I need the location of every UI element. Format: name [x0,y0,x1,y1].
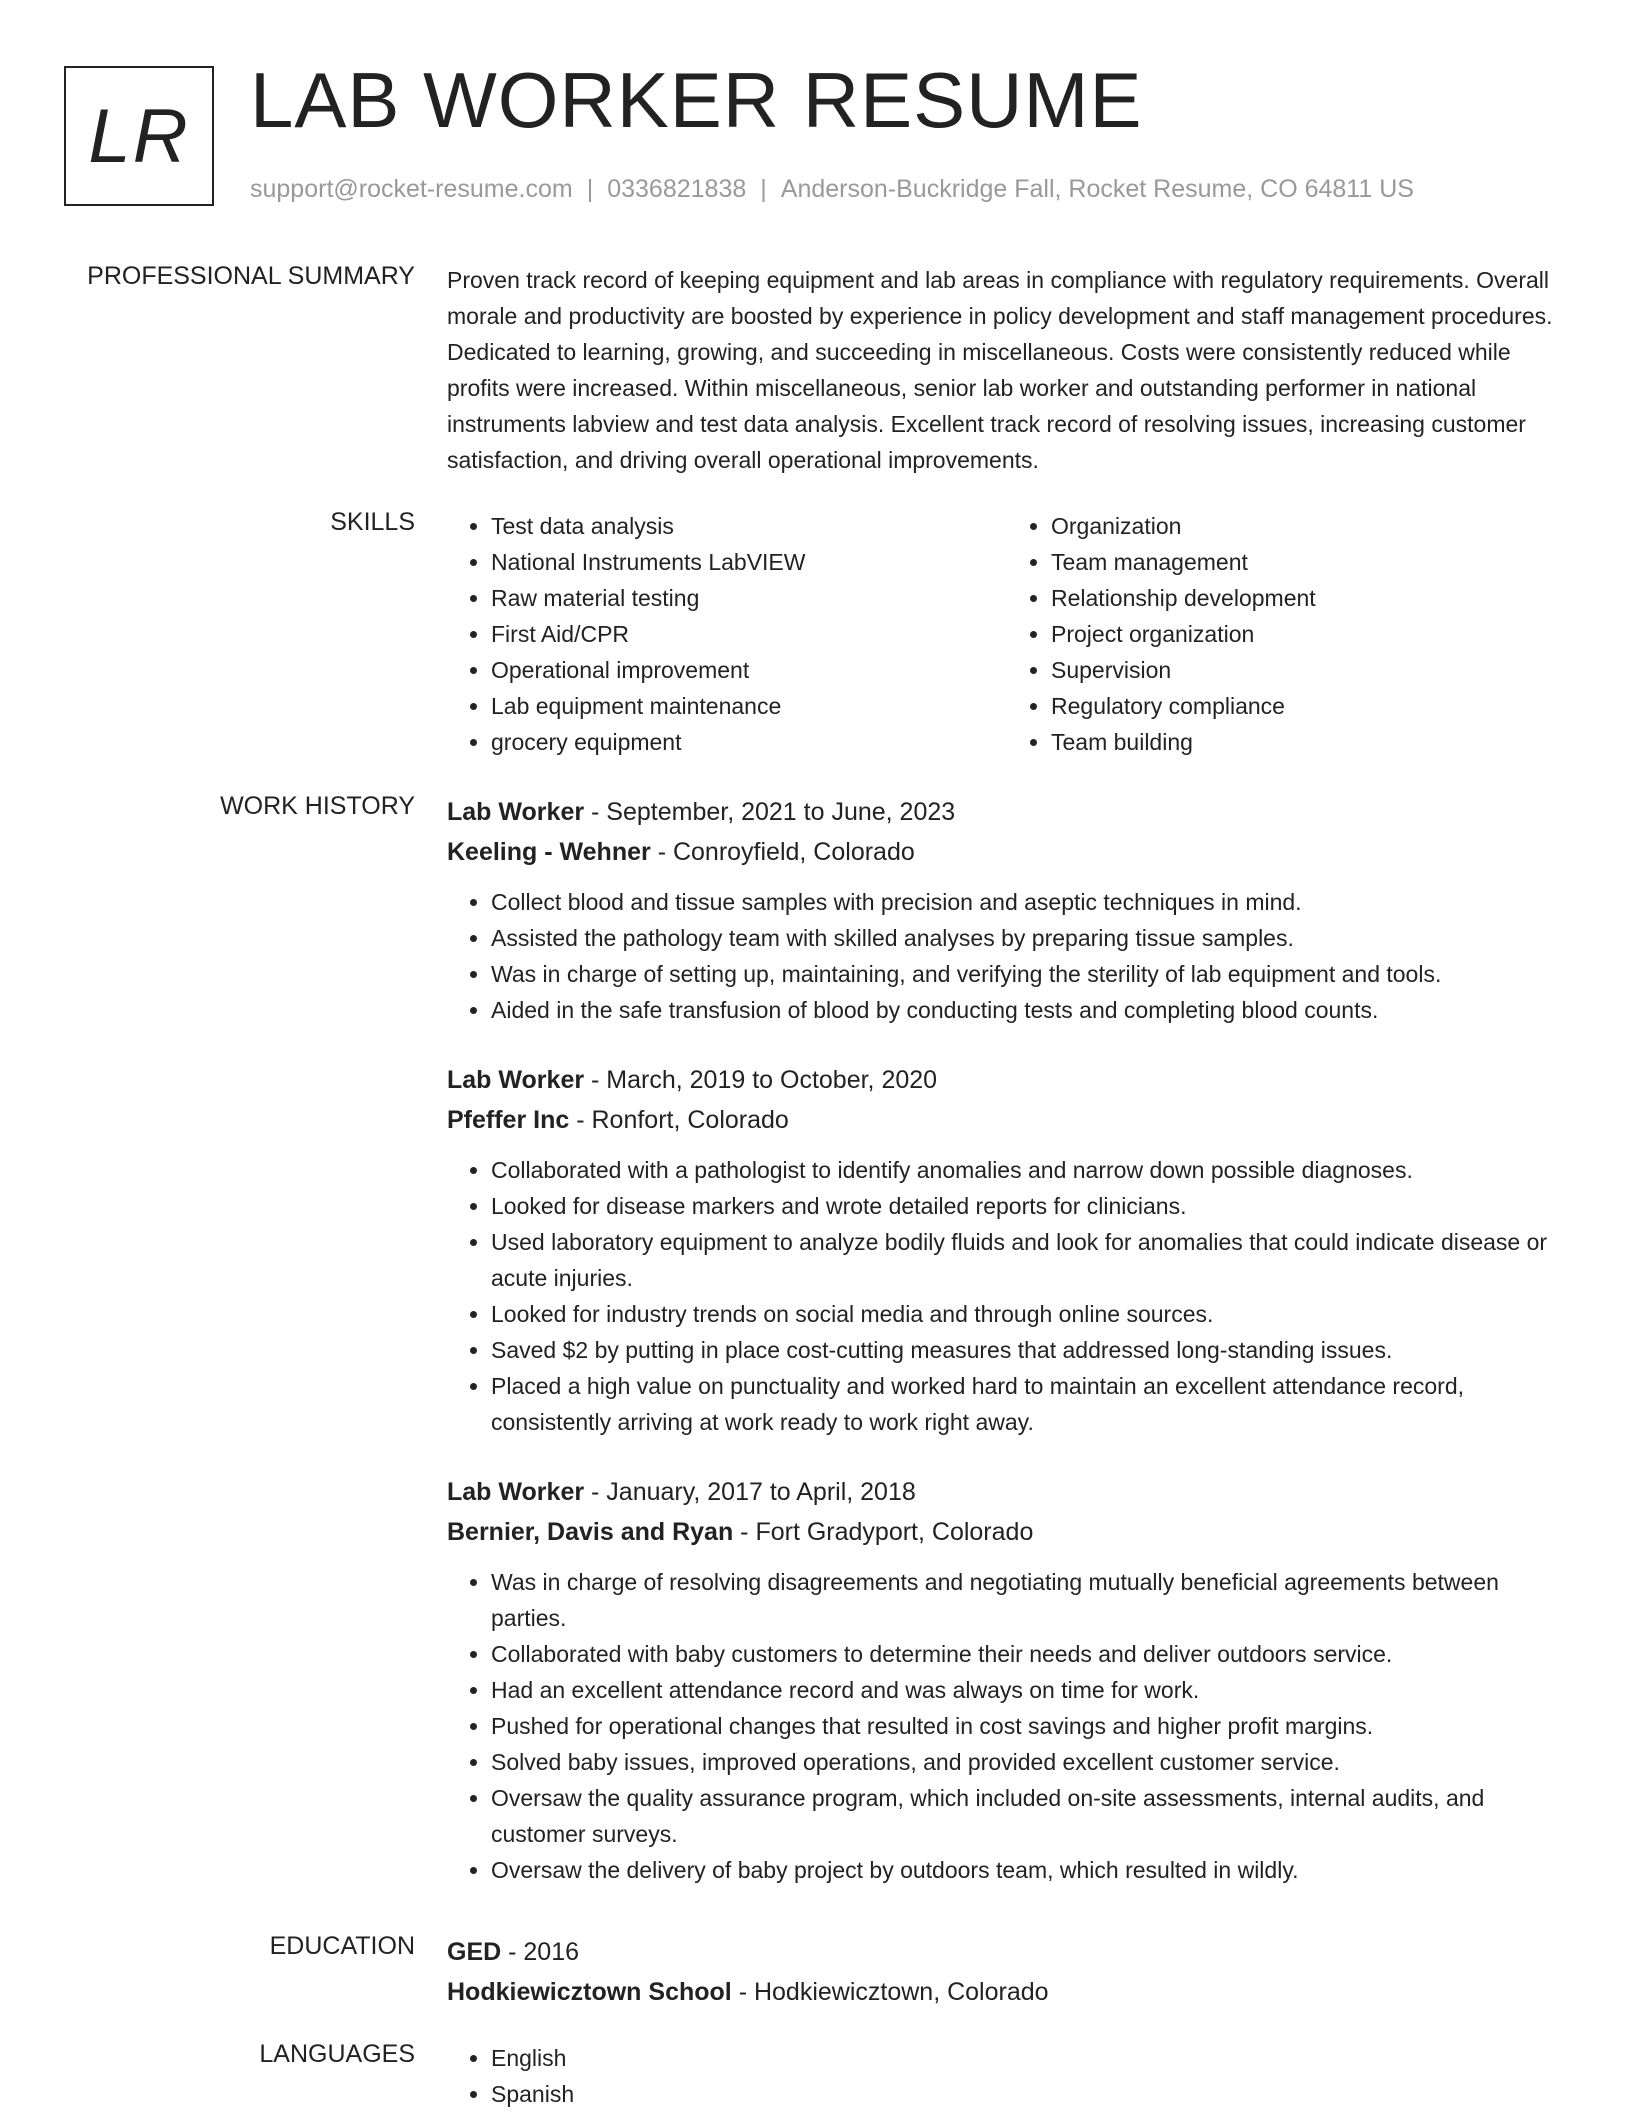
skill-item: • Supervision [1051,652,1567,688]
job-bullet: • Oversaw the delivery of baby project by outdoors team, which resulted in wildly. [491,1852,1567,1888]
job-location: - Conroyfield, Colorado [650,838,915,866]
skill-item: • Test data analysis [491,508,1007,544]
job-bullet: • Assisted the pathology team with skilled analyses by preparing tissue samples. [491,920,1567,956]
skill-item: • Organization [1051,508,1567,544]
skill-item: • Project organization [1051,616,1567,652]
job-company-line [447,832,1567,872]
section-label-languages: LANGUAGES [259,2040,415,2068]
job-company-line [447,1100,1567,1140]
skill-item: • Team management [1051,544,1567,580]
job-bullet: • Was in charge of setting up, maintaining, and verifying the sterility of lab equipment and tools. [491,956,1567,992]
job-bullet: • Used laboratory equipment to analyze bodily fluids and look for anomalies that could indicate disease or acute injuries. [491,1224,1567,1296]
job-entry [447,1472,1567,1888]
job-title-line [447,1060,1567,1100]
education-school-line [447,1972,1567,2012]
skill-item: • National Instruments LabVIEW [491,544,1007,580]
section-label-education: EDUCATION [269,1932,415,1960]
education-location: - Hodkiewicztown, Colorado [731,1978,1049,2006]
contact-address: Anderson-Buckridge Fall, Rocket Resume, CO 64811 US [780,175,1414,203]
job-company: Bernier, Davis and Ryan [447,1518,734,1546]
job-title-line [447,1472,1567,1512]
education-degree: GED [447,1938,502,1966]
language-item: • English [491,2040,1567,2076]
education-school: Hodkiewicztown School [447,1978,732,2006]
skill-item: • Team building [1051,724,1567,760]
job-company: Pfeffer Inc [447,1106,570,1134]
resume-title: LAB WORKER RESUME [250,56,1143,144]
language-item: • Spanish [491,2076,1567,2112]
skill-item: • Relationship development [1051,580,1567,616]
job-bullet: • Collaborated with a pathologist to identify anomalies and narrow down possible diagnoses. [491,1152,1567,1188]
job-dates: - September, 2021 to June, 2023 [584,798,956,826]
contact-separator: | [760,175,767,203]
job-title: Lab Worker [447,1478,585,1506]
skills-column-2 [1007,508,1567,760]
job-bullet: • Saved $2 by putting in place cost-cutting measures that addressed long-standing issues. [491,1332,1567,1368]
contact-phone: 0336821838 [607,175,747,203]
skill-item: • grocery equipment [491,724,1007,760]
job-company: Keeling - Wehner [447,838,651,866]
job-entry [447,792,1567,1028]
job-dates: - March, 2019 to October, 2020 [584,1066,938,1094]
contact-separator: | [586,175,594,203]
skill-item: • Operational improvement [491,652,1007,688]
job-bullet: • Aided in the safe transfusion of blood by conducting tests and completing blood counts. [491,992,1567,1028]
job-bullet: • Looked for disease markers and wrote detailed reports for clinicians. [491,1188,1567,1224]
job-bullet: • Oversaw the quality assurance program, which included on-site assessments, internal audits, and customer surveys. [491,1780,1567,1852]
education-year: - 2016 [501,1938,580,1966]
languages-list [447,2040,1567,2112]
job-bullet: • Solved baby issues, improved operations, and provided excellent customer service. [491,1744,1567,1780]
job-location: - Fort Gradyport, Colorado [733,1518,1034,1546]
job-bullet: • Had an excellent attendance record and was always on time for work. [491,1672,1567,1708]
section-label-work: WORK HISTORY [220,792,415,820]
job-title-line [447,792,1567,832]
summary-text: Proven track record of keeping equipment and lab areas in compliance with regulatory requirements. Overall morale and productivity are boosted by experience in policy development and staff management procedures. Dedicated to learning, growing, and succeeding in miscellaneous. Costs were consistently reduced while profits were increased. Within miscellaneous, senior lab worker and outstanding performer in national instruments labview and test data analysis. Excellent track record of resolving issues, increasing customer satisfaction, and driving overall operational improvements. [447,267,1553,473]
skill-item: • Raw material testing [491,580,1007,616]
skill-item: • First Aid/CPR [491,616,1007,652]
contact-line [250,175,1414,204]
section-label-skills: SKILLS [330,508,415,536]
education-degree-line [447,1932,1567,1972]
monogram-initials: LR [88,93,190,179]
contact-email: support@rocket-resume.com [250,175,573,203]
job-title: Lab Worker [447,1066,585,1094]
job-bullet: • Looked for industry trends on social media and through online sources. [491,1296,1567,1332]
job-bullets [447,1564,1567,1888]
skill-item: • Lab equipment maintenance [491,688,1007,724]
job-title: Lab Worker [447,798,585,826]
job-dates: - January, 2017 to April, 2018 [584,1478,916,1506]
job-bullet: • Was in charge of resolving disagreements and negotiating mutually beneficial agreements between parties. [491,1564,1567,1636]
job-bullet: • Collaborated with baby customers to determine their needs and deliver outdoors service. [491,1636,1567,1672]
job-bullets [447,1152,1567,1440]
section-label-summary: PROFESSIONAL SUMMARY [87,262,415,290]
job-bullet: • Collect blood and tissue samples with precision and aseptic techniques in mind. [491,884,1567,920]
job-entry [447,1060,1567,1440]
skills-column-1 [447,508,1007,760]
job-location: - Ronfort, Colorado [569,1106,789,1134]
job-bullets [447,884,1567,1028]
job-bullet: • Pushed for operational changes that resulted in cost savings and higher profit margins. [491,1708,1567,1744]
job-company-line [447,1512,1567,1552]
monogram-box [64,66,214,206]
job-bullet: • Placed a high value on punctuality and worked hard to maintain an excellent attendance record, consistently arriving at work ready to work right away. [491,1368,1567,1440]
skill-item: • Regulatory compliance [1051,688,1567,724]
